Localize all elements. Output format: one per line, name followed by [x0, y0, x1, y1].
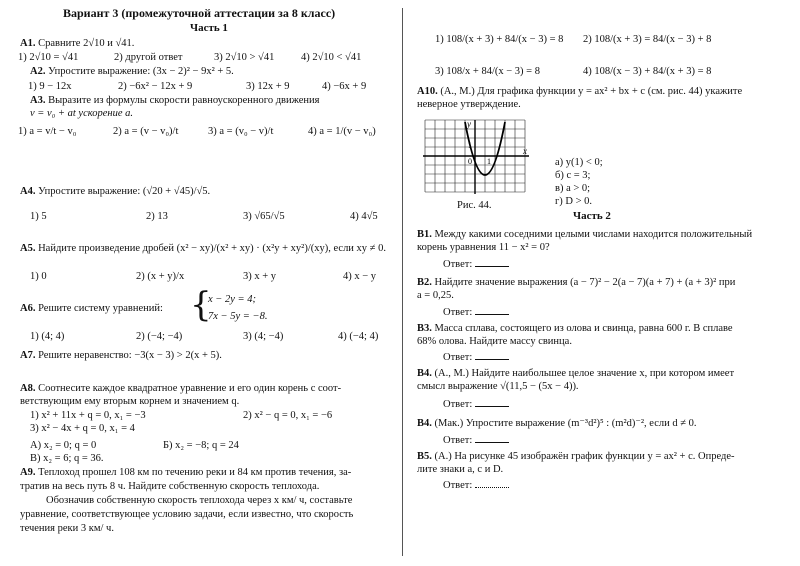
a3-formula: v = v₀ + at ускорение a. [30, 108, 134, 119]
a8-equation-3: 3) x² − 4x + q = 0, x₁ = 4 [30, 423, 135, 434]
y-unit-label: 1 [468, 141, 472, 150]
column-divider [402, 8, 403, 556]
a9-line-5: течения реки 3 км/ ч. [20, 523, 114, 534]
a2-option-2: 2) −6x² − 12x + 9 [118, 81, 193, 92]
a10-option-a: а) y(1) < 0; [555, 157, 603, 168]
a1-option-1: 1) 2√10 = √41 [18, 52, 79, 63]
b1-answer: Ответ: [443, 257, 509, 271]
a6-equation-1: x − 2y = 4; [208, 294, 256, 305]
task-a7: А7. Решите неравенство: −3(x − 3) > 2(x + 5). [20, 350, 222, 361]
a5-option-3: 3) x + y [243, 271, 277, 282]
system-brace: { [190, 285, 212, 325]
a1-option-2: 2) другой ответ [114, 52, 183, 63]
b5-answer: Ответ: [443, 478, 509, 492]
task-a4: А4. Упростите выражение: (√20 + √45)/√5. [20, 186, 211, 197]
a8-equation-2: 2) x² − q = 0, x₁ = −6 [243, 410, 333, 421]
a3-option-4: 4) a = 1/(v − v₀) [308, 126, 376, 137]
a6-option-3: 3) (4; −4) [243, 331, 284, 342]
b5-line-2: лите знаки a, c и D. [417, 464, 504, 475]
a10-option-d: г) D > 0. [555, 196, 593, 207]
a3-option-1: 1) a = v/t − v₀ [18, 126, 77, 137]
a4-option-2: 2) 13 [146, 211, 168, 222]
task-a8: А8. Соотнесите каждое квадратное уравнение и его один корень с соот- [20, 383, 342, 394]
a10-option-b: б) c = 3; [555, 170, 591, 181]
a6-equation-2: 7x − 5y = −8. [208, 311, 268, 322]
a5-option-2: 2) (x + y)/x [136, 271, 185, 282]
figure-caption: Рис. 44. [457, 200, 492, 211]
a1-option-3: 3) 2√10 > √41 [214, 52, 275, 63]
a9-option-1: 1) 108/(x + 3) + 84/(x − 3) = 8 [435, 34, 564, 45]
task-b5: В5. (А.) На рисунке 45 изображён график функции y = ax² + c. Опреде- [417, 451, 735, 462]
task-b4-a: В4. (А., М.) Найдите наибольшее целое значение x, при котором имеет [417, 368, 735, 379]
a10-line-2: неверное утверждение. [417, 99, 521, 110]
b2-line-2: a = 0,25. [417, 290, 454, 301]
part-1-heading: Часть 1 [190, 22, 228, 34]
a5-option-4: 4) x − y [343, 271, 377, 282]
a5-option-1: 1) 0 [30, 271, 47, 282]
task-a5: А5. Найдите произведение дробей (x² − xy)/(x² + xy) · (x²y + xy²)/(xy), если xy ≠ 0. [20, 243, 386, 254]
a9-line-4: уравнение, соответствующее условию задачи, если известно, что скорость [20, 509, 354, 520]
a6-option-2: 2) (−4; −4) [136, 331, 183, 342]
task-a6: А6. Решите систему уравнений: [20, 303, 163, 314]
b4-a-answer: Ответ: [443, 397, 509, 411]
parabola-graph [423, 118, 533, 196]
b4-b-answer: Ответ: [443, 433, 509, 447]
b5-answer-blank[interactable] [475, 478, 509, 488]
a9-option-3: 3) 108/x + 84/(x − 3) = 8 [435, 66, 540, 77]
a8-root-c: В) x₂ = 6; q = 36. [30, 453, 104, 464]
a6-option-1: 1) (4; 4) [30, 331, 65, 342]
b3-answer: Ответ: [443, 350, 509, 364]
page-title: Вариант 3 (промежуточной аттестации за 8 класс) [63, 6, 336, 20]
a10-option-c: в) a > 0; [555, 183, 591, 194]
b2-answer-blank[interactable] [475, 305, 509, 315]
task-b2: В2. Найдите значение выражения (a − 7)² − 2(a − 7)(a + 7) + (a + 3)² при [417, 277, 736, 288]
b4-b-answer-blank[interactable] [475, 433, 509, 443]
b1-line-2: корень уравнения 11 − x² = 0? [417, 242, 550, 253]
b1-answer-blank[interactable] [475, 257, 509, 267]
a8-equation-1: 1) x² + 11x + q = 0, x₁ = −3 [30, 410, 146, 421]
task-b3: В3. Масса сплава, состоящего из олова и свинца, равна 600 г. В сплаве [417, 323, 733, 334]
task-a3: А3. Выразите из формулы скорости равноускоренного движения [30, 95, 320, 106]
a8-root-b: Б) x₂ = −8; q = 24 [163, 440, 239, 451]
a4-expression: (√20 + √45)/√5. [142, 186, 211, 197]
a4-option-3: 3) √65/√5 [243, 211, 285, 222]
task-a10: А10. (А., М.) Для графика функции y = ax² + bx + c (см. рис. 44) укажите [417, 86, 743, 97]
task-b1: В1. Между какими соседними целыми числами находится положительный [417, 229, 753, 240]
task-a8-line-2: ветствующим ему вторым корнем и значением q. [20, 396, 240, 407]
task-a1: А1. Сравните 2√10 и √41. [20, 38, 135, 49]
b2-answer: Ответ: [443, 305, 509, 319]
a4-option-1: 1) 5 [30, 211, 47, 222]
b3-line-2: 68% олова. Найдите массу свинца. [417, 336, 572, 347]
a9-line-3: Обозначив собственную скорость теплохода через x км/ ч, составьте [46, 495, 353, 506]
a2-option-3: 3) 12x + 9 [246, 81, 290, 92]
task-a9: А9. Теплоход прошел 108 км по течению реки и 84 км против течения, за- [20, 467, 352, 478]
y-axis-label: y [467, 119, 471, 129]
a9-option-4: 4) 108/(x − 3) + 84/(x + 3) = 8 [583, 66, 712, 77]
a9-line-2: тратив на весь путь 8 ч. Найдите собственную скорость теплохода. [20, 481, 320, 492]
origin-label: 0 [468, 157, 472, 166]
x-axis-label: x [523, 146, 527, 156]
a5-expression: (x² − xy)/(x² + xy) · (x²y + xy²)/(xy), если xy ≠ 0. [176, 243, 386, 254]
a3-option-3: 3) a = (v₀ − v)/t [208, 126, 274, 137]
a3-option-2: 2) a = (v − v₀)/t [113, 126, 179, 137]
a4-option-4: 4) 4√5 [350, 211, 378, 222]
task-a2: А2. Упростите выражение: (3x − 2)² − 9x² + 5. [30, 66, 234, 77]
b3-answer-blank[interactable] [475, 350, 509, 360]
b4-a-line-2: смысл выражение √(11,5 − (5x − 4)). [417, 381, 579, 392]
task-b4-b: В4. (Мак.) Упростите выражение (m⁻³d²)⁵ : (m²d)⁻², если d ≠ 0. [417, 418, 697, 429]
a2-option-4: 4) −6x + 9 [322, 81, 367, 92]
a8-root-a: А) x₂ = 0; q = 0 [30, 440, 97, 451]
b4-a-answer-blank[interactable] [475, 397, 509, 407]
a1-option-4: 4) 2√10 < √41 [301, 52, 362, 63]
a9-option-2: 2) 108/(x + 3) = 84/(x − 3) + 8 [583, 34, 712, 45]
a2-option-1: 1) 9 − 12x [28, 81, 72, 92]
part-2-heading: Часть 2 [573, 210, 611, 222]
a6-option-4: 4) (−4; 4) [338, 331, 379, 342]
x-unit-label: 1 [487, 157, 491, 166]
